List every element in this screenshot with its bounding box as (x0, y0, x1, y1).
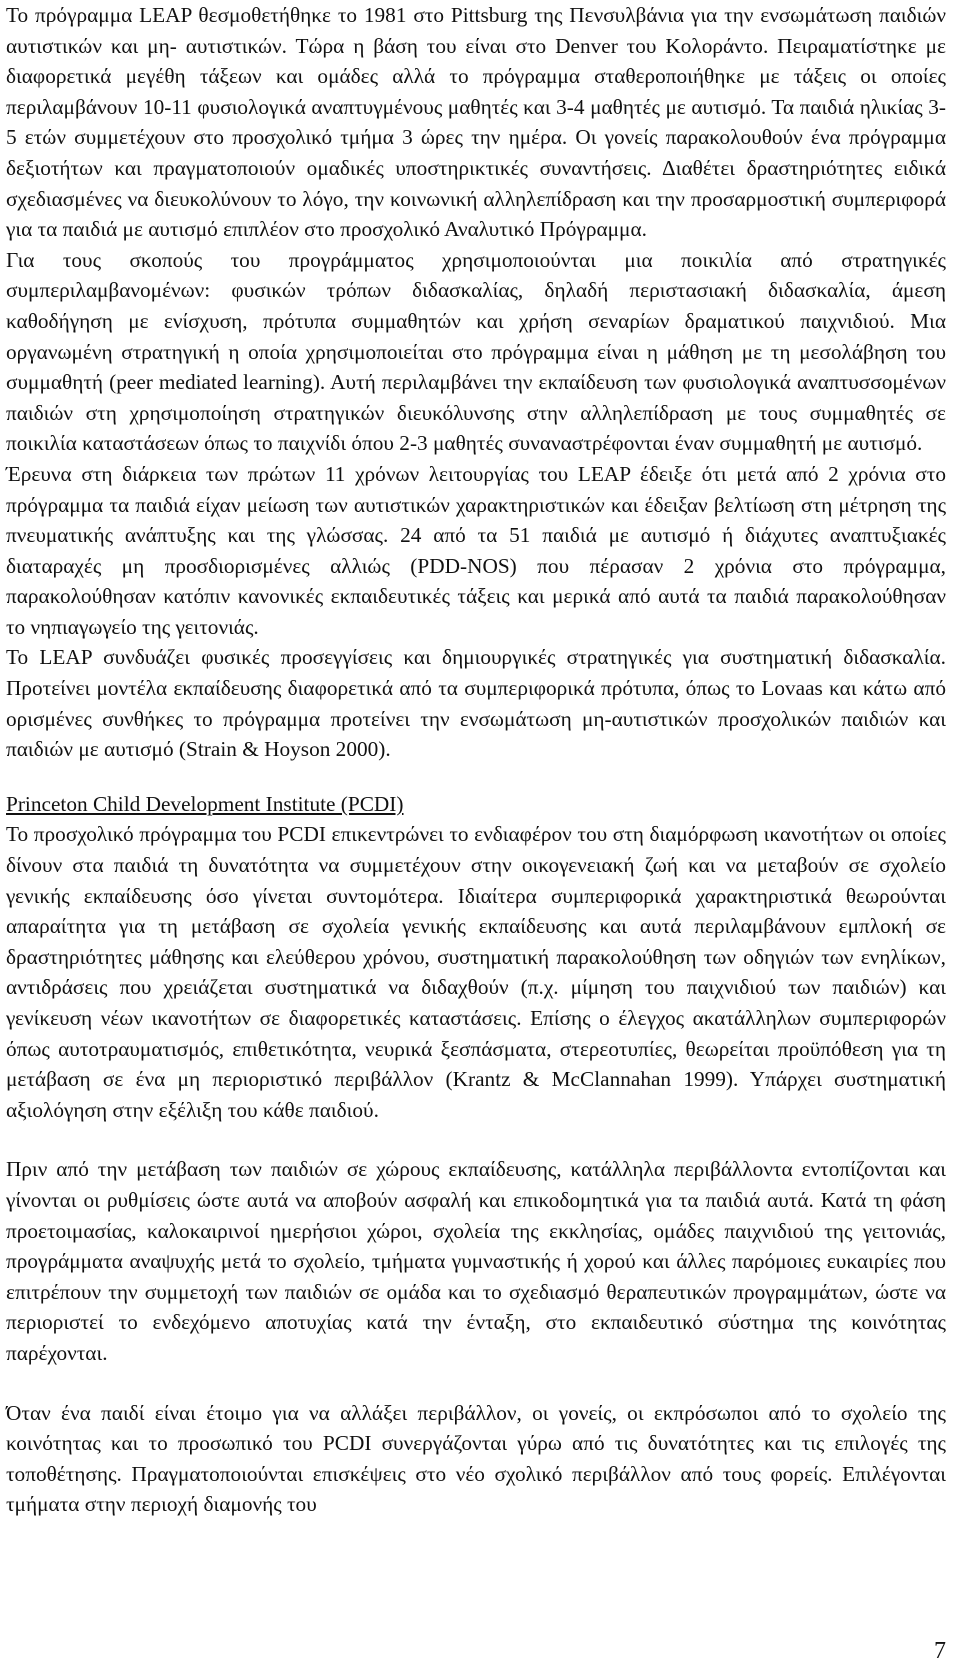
pcdi-paragraph-goals: Το προσχολικό πρόγραμμα του PCDI επικεντρώνει το ενδιαφέρον του στη διαμόρφωση ικανοτήτων οι οποίες δίνουν στα παιδιά τη δυνατότητα να συμμετέχουν στην οικογενειακή ζωή και να μεταβούν σε σχολείο γενικής εκπαίδευσης όσο γίνεται συντομότερα. Ιδιαίτερα συμπεριφορικά χαρακτηριστικά θεωρούνται απαραίτητα για τη μετάβαση σε σχολεία γενικής εκπαίδευσης και αυτά περιλαμβάνουν εμπλοκή σε δραστηριότητες μάθησης και ελεύθερου χρόνου, συστηματική παρακολούθηση των οδηγιών των ενηλίκων, αντιδράσεις που χρειάζεται συστηματικά να διδαχθούν (π.χ. μίμηση του παιχνιδιού των παιδιών) και γενίκευση νέων ικανοτήτων σε διαφορετικές καταστάσεις. Επίσης ο έλεγχος ακατάλληλων συμπεριφορών όπως αυτοτραυματισμός, επιθετικότητα, νευρικά ξεσπάσματα, στερεοτυπίες, θεωρείται προϋπόθεση για τη μετάβαση σε ένα μη περιοριστικό περιβάλλον (Krantz & McClannahan 1999). Υπάρχει συστηματική αξιολόγηση στην εξέλιξη του κάθε παιδιού. (6, 822, 946, 1122)
page-number: 7 (934, 1638, 946, 1664)
pcdi-section-heading: Princeton Child Development Institute (PCDI) (6, 791, 404, 816)
document-page (6, 0, 946, 1520)
section-spacer (6, 765, 946, 789)
paragraph-spacer (6, 1369, 946, 1398)
leap-paragraph-intro: Το πρόγραμμα LEAP θεσμοθετήθηκε το 1981 στο Pittsburg της Πενσυλβάνια για την ενσωμάτωση παιδιών αυτιστικών και μη- αυτιστικών. Τώρα η βάση του είναι στο Denver του Κολοράντο. Πειραματίστηκε με διαφορετικά μεγέθη τάξεων και ομάδες αλλά το πρόγραμμα σταθεροποιήθηκε με τάξεις οι οποίες περιλαμβάνουν 10-11 φυσιολογικά αναπτυγμένους μαθητές και 3-4 μαθητές με αυτισμό. Τα παιδιά ηλικίας 3-5 ετών συμμετέχουν στο προσχολικό τμήμα 3 ώρες την ημέρα. Οι γονείς παρακολουθούν ένα πρόγραμμα δεξιοτήτων και πραγματοποιούν ομαδικές υποστηρικτικές συναντήσεις. Διαθέτει δραστηριότητες ειδικά σχεδιασμένες να διευκολύνουν το λόγο, την κοινωνική αλληλεπίδραση και την προσαρμοστική συμπεριφορά για τα παιδιά με αυτισμό επιπλέον στο προσχολικό Αναλυτικό Πρόγραμμα. (6, 3, 946, 242)
pcdi-paragraph-readiness: Όταν ένα παιδί είναι έτοιμο για να αλλάξει περιβάλλον, οι γονείς, οι εκπρόσωποι από το σχολείο της κοινότητας και το προσωπικό του PCDI συνεργάζονται γύρω από τις δυνατότητες και τις επιλογές της τοποθέτησης. Πραγματοποιούνται επισκέψεις στο νέο σχολικό περιβάλλον από τους φορείς. Επιλέγονται τμήματα στην περιοχή διαμονής του (6, 1400, 946, 1517)
leap-paragraph-strategies: Για τους σκοπούς του προγράμματος χρησιμοποιούνται μια ποικιλία από στρατηγικές συμπεριλαμβανομένων: φυσικών τρόπων διδασκαλίας, δηλαδή περιστασιακή διδασκαλία, άμεση καθοδήγηση με ενίσχυση, πρότυπα συμμαθητών και χρήση σεναρίων δραματικού παιχνιδιού. Μια οργανωμένη στρατηγική η οποία χρησιμοποιείται στο πρόγραμμα είναι η μάθηση με τη μεσολάβηση του συμμαθητή (peer mediated learning). Αυτή περιλαμβάνει την εκπαίδευση των φυσιολογικά αναπτυσσομένων παιδιών στη χρησιμοποίηση στρατηγικών διευκόλυνσης στην αλληλεπίδραση με τους συμμαθητές σε ποικιλία καταστάσεων όπως το παιχνίδι όπου 2-3 μαθητές συναναστρέφονται έναν συμμαθητή με αυτισμό. (6, 247, 946, 456)
paragraph-spacer (6, 1125, 946, 1154)
pcdi-paragraph-transition: Πριν από την μετάβαση των παιδιών σε χώρους εκπαίδευσης, κατάλληλα περιβάλλοντα εντοπίζονται και γίνονται οι ρυθμίσεις ώστε αυτά να αποβούν ασφαλή και επικοδομητικά για τα παιδιά αυτά. Κατά τη φάση προετοιμασίας, καλοκαιρινοί ημερήσιοι χώροι, σχολεία της εκκλησίας, ομάδες παιχνιδιού της γειτονιάς, προγράμματα αναψυχής μετά το σχολείο, τμήματα γυμναστικής ή χορού και άλλες παρόμοιες ευκαιρίες που επιτρέπουν την συμμετοχή των παιδιών σε ομάδα και το σχεδιασμό θεραπευτικών προγραμμάτων, ώστε να περιοριστεί το ενδεχόμενο αποτυχίας κατά την ένταξη, στο εκπαιδευτικό σύστημα της κοινότητας παρέχονται. (6, 1157, 946, 1365)
leap-paragraph-research: Έρευνα στη διάρκεια των πρώτων 11 χρόνων λειτουργίας του LEAP έδειξε ότι μετά από 2 χρόνια στο πρόγραμμα τα παιδιά είχαν μείωση των αυτιστικών χαρακτηριστικών και έδειξαν βελτίωση στη μέτρηση της πνευματικής ανάπτυξης και της γλώσσας. 24 από τα 51 παιδιά με αυτισμό ή διάχυτες αναπτυξιακές διαταραχές μη προσδιορισμένες αλλιώς (PDD-NOS) που πέρασαν 2 χρόνια στο πρόγραμμα, παρακολούθησαν κατόπιν κανονικές εκπαιδευτικές τάξεις και μερικά από αυτά τα παιδιά παρακολούθησαν το νηπιαγωγείο της γειτονιάς. (6, 461, 946, 639)
leap-paragraph-summary: Το LEAP συνδυάζει φυσικές προσεγγίσεις και δημιουργικές στρατηγικές για συστηματική διδασκαλία. Προτείνει μοντέλα εκπαίδευσης διαφορετικά από τα συμπεριφορικά πρότυπα, όπως το Lovaas και κάτω από ορισμένες συνθήκες το πρόγραμμα προτείνει την ενσωμάτωση μη-αυτιστικών προσχολικών παιδιών και παιδιών με αυτισμό (Strain & Hoyson 2000). (6, 645, 946, 762)
